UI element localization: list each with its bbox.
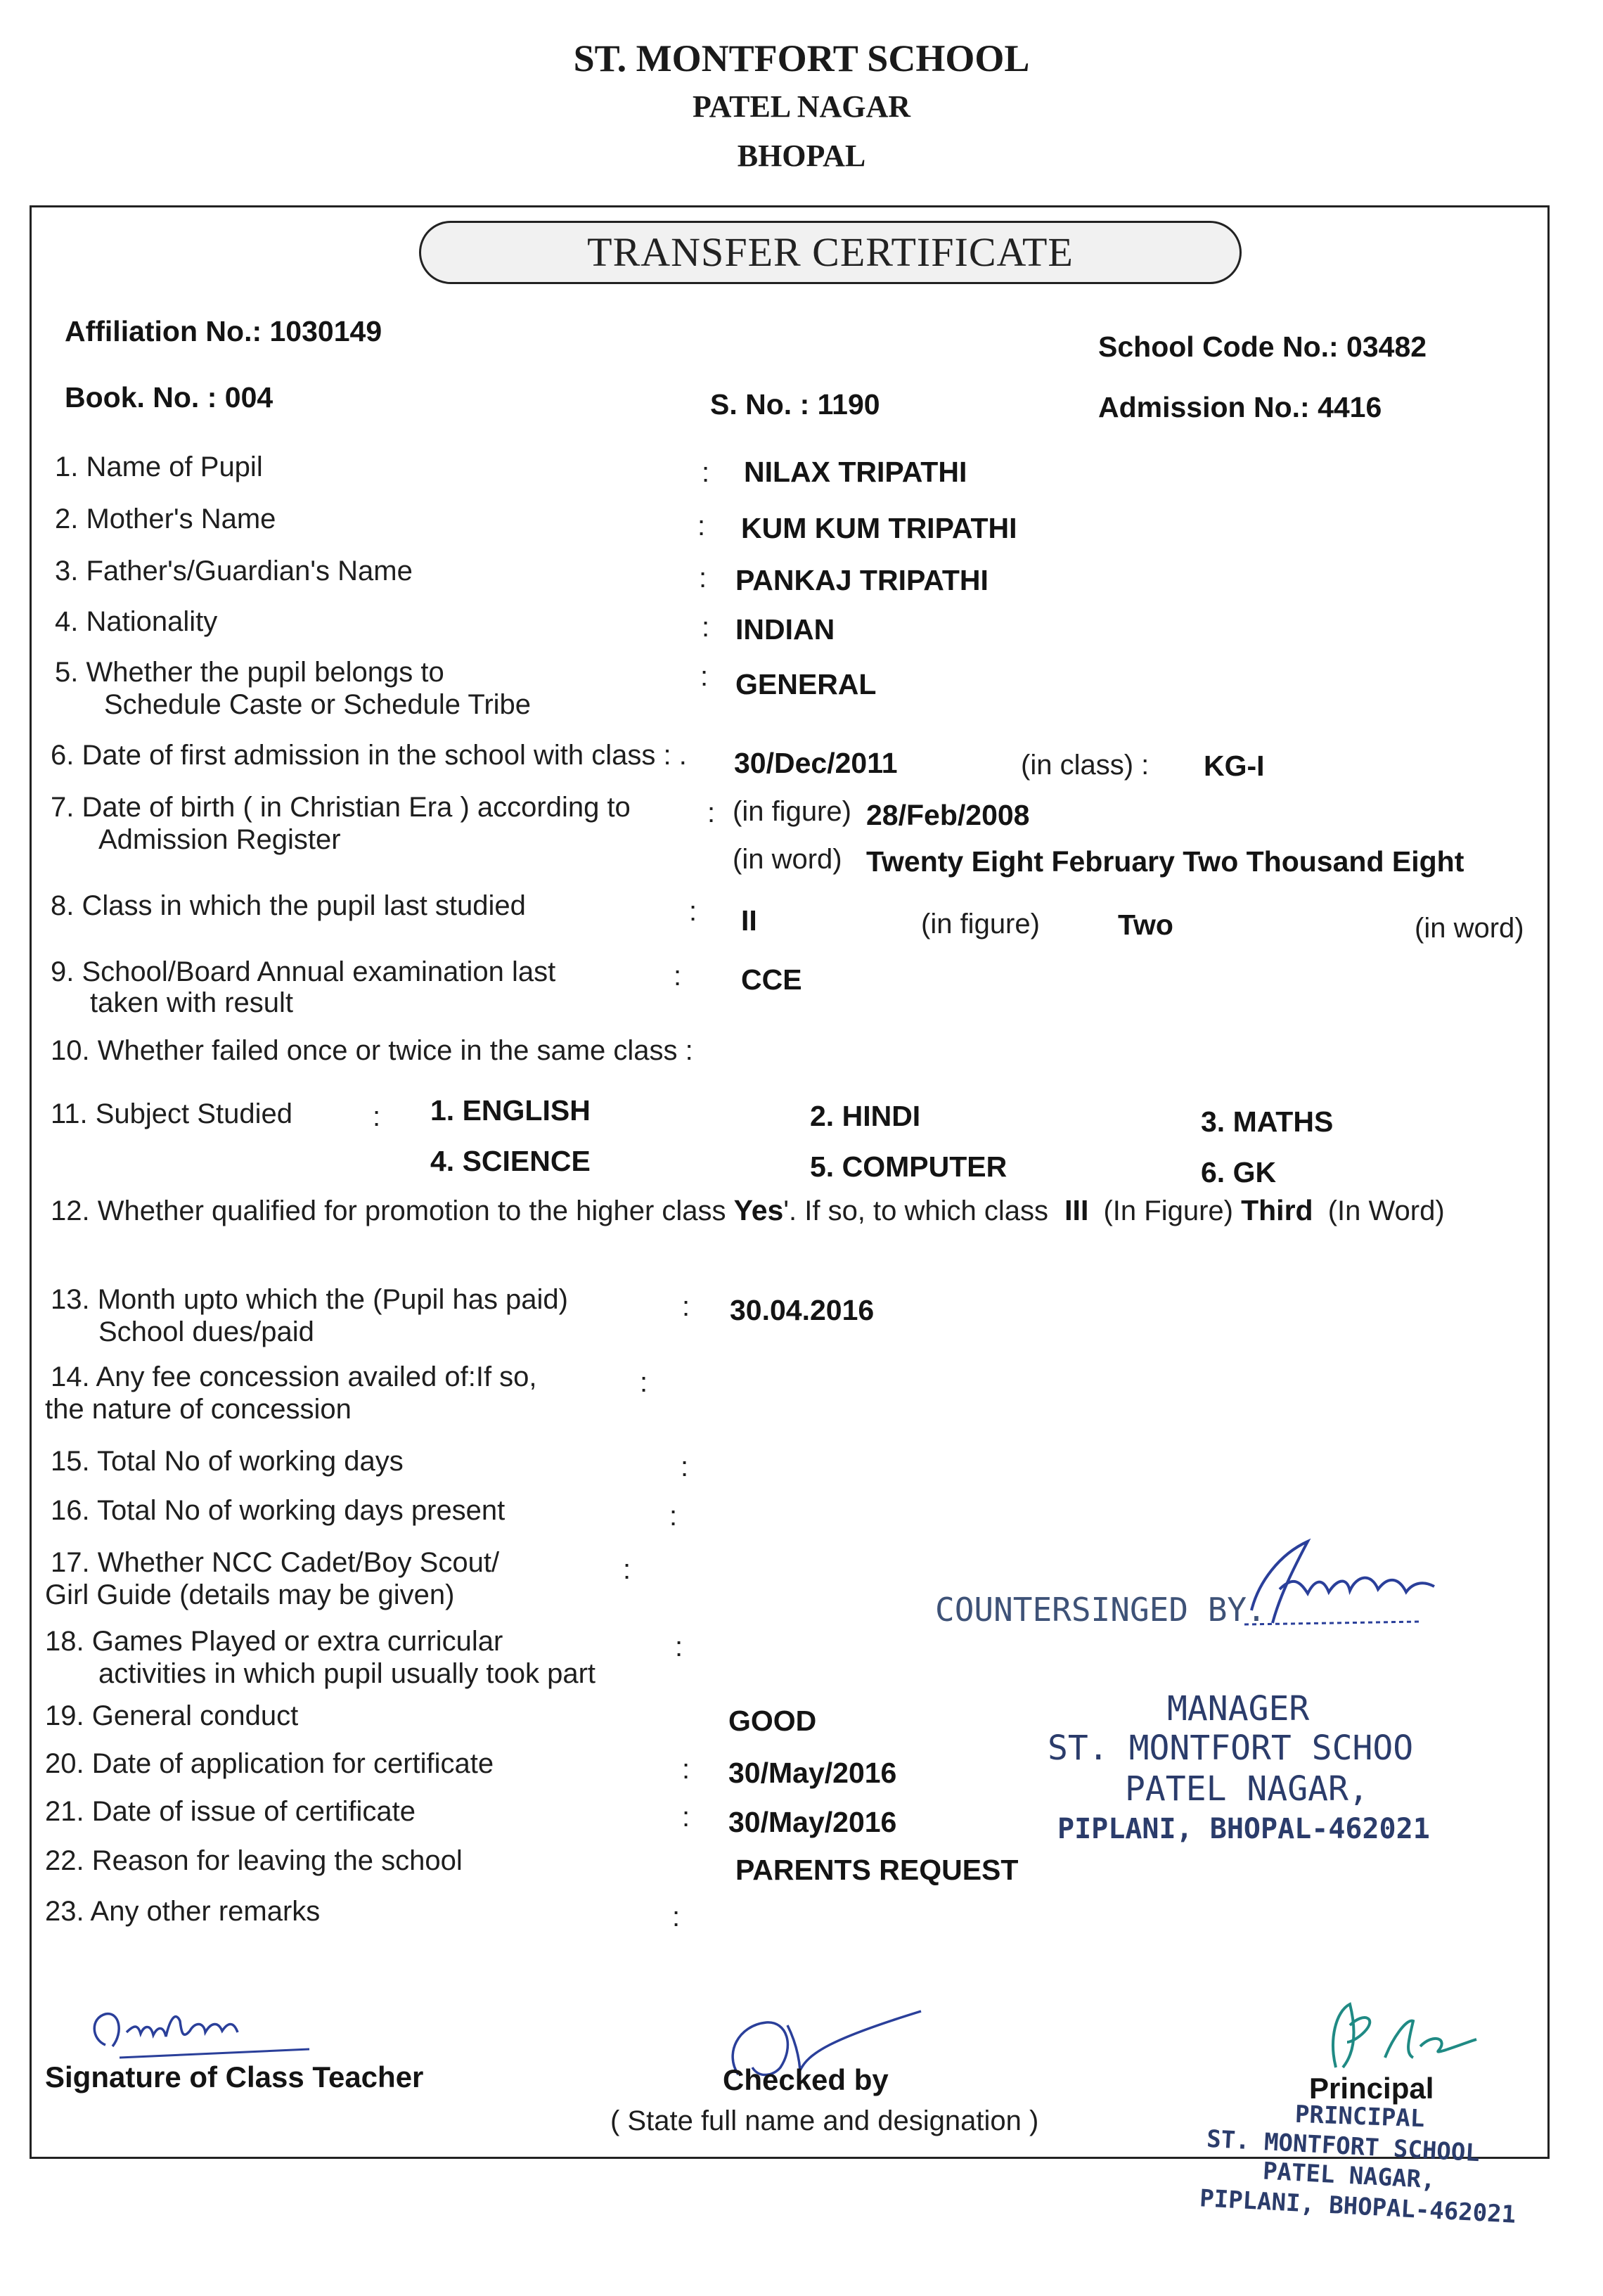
field-1-colon: :	[702, 457, 710, 488]
promotion-class-word: Third	[1241, 1194, 1313, 1226]
subject-6: 6. GK	[1201, 1156, 1277, 1188]
manager-stamp-line2: ST. MONTFORT SCHOO	[1048, 1729, 1414, 1768]
serial-no: S. No. : 1190	[710, 388, 880, 421]
book-no: Book. No. : 004	[65, 381, 273, 413]
dob-figure: 28/Feb/2008	[866, 799, 1030, 831]
general-conduct: GOOD	[728, 1705, 817, 1737]
manager-stamp-line4: PIPLANI, BHOPAL-462021	[1057, 1813, 1430, 1845]
field-13-colon: :	[682, 1291, 690, 1322]
last-class-figure: II	[741, 904, 757, 937]
dues-paid-month: 30.04.2016	[730, 1294, 875, 1326]
checked-by-label: Checked by	[723, 2063, 889, 2096]
dob-word-label: (in word)	[733, 844, 842, 875]
certificate-title: TRANSFER CERTIFICATE	[419, 221, 1242, 284]
principal-stamp-line4: PIPLANI, BHOPAL-462021	[1199, 2184, 1517, 2229]
field-8-label: 8. Class in which the pupil last studied	[51, 890, 526, 921]
field-12-tail: '. If so, to which class	[783, 1195, 1049, 1226]
field-15-colon: :	[681, 1451, 689, 1482]
promotion-class-figure: III	[1064, 1194, 1089, 1226]
class-teacher-signature	[77, 1990, 330, 2067]
principal-stamp-line3: PATEL NAGAR,	[1262, 2157, 1436, 2195]
field-21-label: 21. Date of issue of certificate	[45, 1796, 416, 1827]
field-15-label: 15. Total No of working days	[51, 1446, 404, 1477]
field-4-colon: :	[702, 612, 710, 643]
subject-4: 4. SCIENCE	[430, 1145, 591, 1177]
subject-2: 2. HINDI	[810, 1100, 921, 1132]
subject-5: 5. COMPUTER	[810, 1150, 1007, 1183]
field-11-colon: :	[373, 1101, 381, 1132]
countersign-label: COUNTERSINGED BY.	[935, 1591, 1266, 1629]
field-16-label: 16. Total No of working days present	[51, 1495, 506, 1526]
principal-signature	[1315, 1990, 1498, 2082]
school-name: ST. MONTFORT SCHOOL	[573, 37, 1030, 79]
manager-stamp-line3: PATEL NAGAR,	[1125, 1769, 1369, 1809]
field-23-colon: :	[672, 1901, 681, 1932]
field-22-label: 22. Reason for leaving the school	[45, 1845, 463, 1876]
field-14-colon: :	[640, 1367, 648, 1398]
exam-result: CCE	[741, 963, 802, 996]
field-12-label: 12. Whether qualified for promotion to the higher class	[51, 1195, 726, 1226]
field-10-label: 10. Whether failed once or twice in the same class :	[51, 1035, 693, 1066]
last-class-word: Two	[1118, 909, 1173, 941]
field-5-label-line2: Schedule Caste or Schedule Tribe	[104, 689, 532, 720]
manager-stamp-line1: MANAGER	[1167, 1689, 1310, 1729]
field-19-label: 19. General conduct	[45, 1700, 299, 1731]
subject-3: 3. MATHS	[1201, 1105, 1334, 1138]
field-13-label-line2: School dues/paid	[98, 1316, 314, 1347]
dob-figure-label: (in figure)	[733, 796, 851, 827]
field-7-label-line2: Admission Register	[98, 824, 341, 855]
school-code: School Code No.: 03482	[1098, 331, 1427, 363]
field-18-label-line2: activities in which pupil usually took part	[98, 1658, 596, 1689]
father-name: PANKAJ TRIPATHI	[735, 564, 989, 596]
field-14-label-line2: the nature of concession	[45, 1394, 352, 1425]
first-admission-date: 30/Dec/2011	[734, 747, 898, 779]
field-9-colon: :	[674, 961, 682, 992]
field-3-colon: :	[699, 563, 707, 594]
field-6-class-label: (in class) :	[1021, 750, 1150, 781]
field-13-label-line1: 13. Month upto which the (Pupil has paid)	[51, 1284, 568, 1315]
mother-name: KUM KUM TRIPATHI	[741, 512, 1017, 544]
promotion-answer: Yes	[733, 1194, 784, 1226]
field-8-colon: :	[689, 896, 697, 927]
field-2-colon: :	[697, 511, 706, 541]
principal-stamp-line2: ST. MONTFORT SCHOOL	[1206, 2124, 1481, 2168]
field-21-colon: :	[682, 1802, 690, 1833]
last-class-word-label: (in word)	[1415, 913, 1524, 944]
leaving-reason: PARENTS REQUEST	[735, 1854, 1019, 1886]
school-city: BHOPAL	[737, 139, 866, 173]
field-2-label: 2. Mother's Name	[55, 504, 276, 534]
admission-no: Admission No.: 4416	[1098, 391, 1382, 423]
field-1-label: 1. Name of Pupil	[55, 451, 263, 482]
promotion-figure-label: (In Figure)	[1103, 1195, 1233, 1226]
field-6-label: 6. Date of first admission in the school with class : .	[51, 740, 687, 771]
school-area: PATEL NAGAR	[692, 89, 911, 124]
class-teacher-label: Signature of Class Teacher	[45, 2060, 424, 2093]
admission-class: KG-I	[1204, 750, 1265, 782]
subject-1: 1. ENGLISH	[430, 1094, 591, 1127]
field-11-label: 11. Subject Studied	[51, 1098, 292, 1129]
field-17-colon: :	[623, 1554, 631, 1585]
field-17-label-line2: Girl Guide (details may be given)	[45, 1579, 455, 1610]
nationality: INDIAN	[735, 613, 835, 646]
field-3-label: 3. Father's/Guardian's Name	[55, 556, 413, 586]
issue-date: 30/May/2016	[728, 1806, 897, 1838]
field-23-label: 23. Any other remarks	[45, 1896, 321, 1927]
field-20-colon: :	[682, 1754, 690, 1785]
checked-by-note: ( State full name and designation )	[610, 2105, 1039, 2136]
field-7-label-line1: 7. Date of birth ( in Christian Era ) according to	[51, 792, 631, 823]
promotion-word-label: (In Word)	[1327, 1195, 1445, 1226]
last-class-figure-label: (in figure)	[921, 909, 1040, 939]
principal-label: Principal	[1309, 2072, 1434, 2105]
field-9-label-line1: 9. School/Board Annual examination last	[51, 956, 556, 987]
pupil-name: NILAX TRIPATHI	[744, 456, 967, 488]
field-4-label: 4. Nationality	[55, 606, 218, 637]
caste-category: GENERAL	[735, 668, 877, 700]
principal-stamp-line1: PRINCIPAL	[1294, 2100, 1425, 2134]
application-date: 30/May/2016	[728, 1757, 897, 1789]
field-5-colon: :	[700, 661, 709, 692]
countersign-signature	[1230, 1526, 1441, 1638]
field-14-label-line1: 14. Any fee concession availed of:If so,	[51, 1361, 537, 1392]
field-20-label: 20. Date of application for certificate	[45, 1748, 494, 1779]
field-5-label-line1: 5. Whether the pupil belongs to	[55, 657, 444, 688]
field-12-row	[51, 1194, 1445, 1227]
field-9-label-line2: taken with result	[90, 987, 294, 1018]
field-7-colon: :	[707, 797, 716, 828]
field-16-colon: :	[669, 1501, 678, 1532]
affiliation-no: Affiliation No.: 1030149	[65, 315, 382, 347]
field-18-label-line1: 18. Games Played or extra curricular	[45, 1626, 503, 1657]
field-18-colon: :	[675, 1631, 683, 1662]
dob-word: Twenty Eight February Two Thousand Eight	[866, 845, 1464, 878]
field-17-label-line1: 17. Whether NCC Cadet/Boy Scout/	[51, 1547, 500, 1578]
